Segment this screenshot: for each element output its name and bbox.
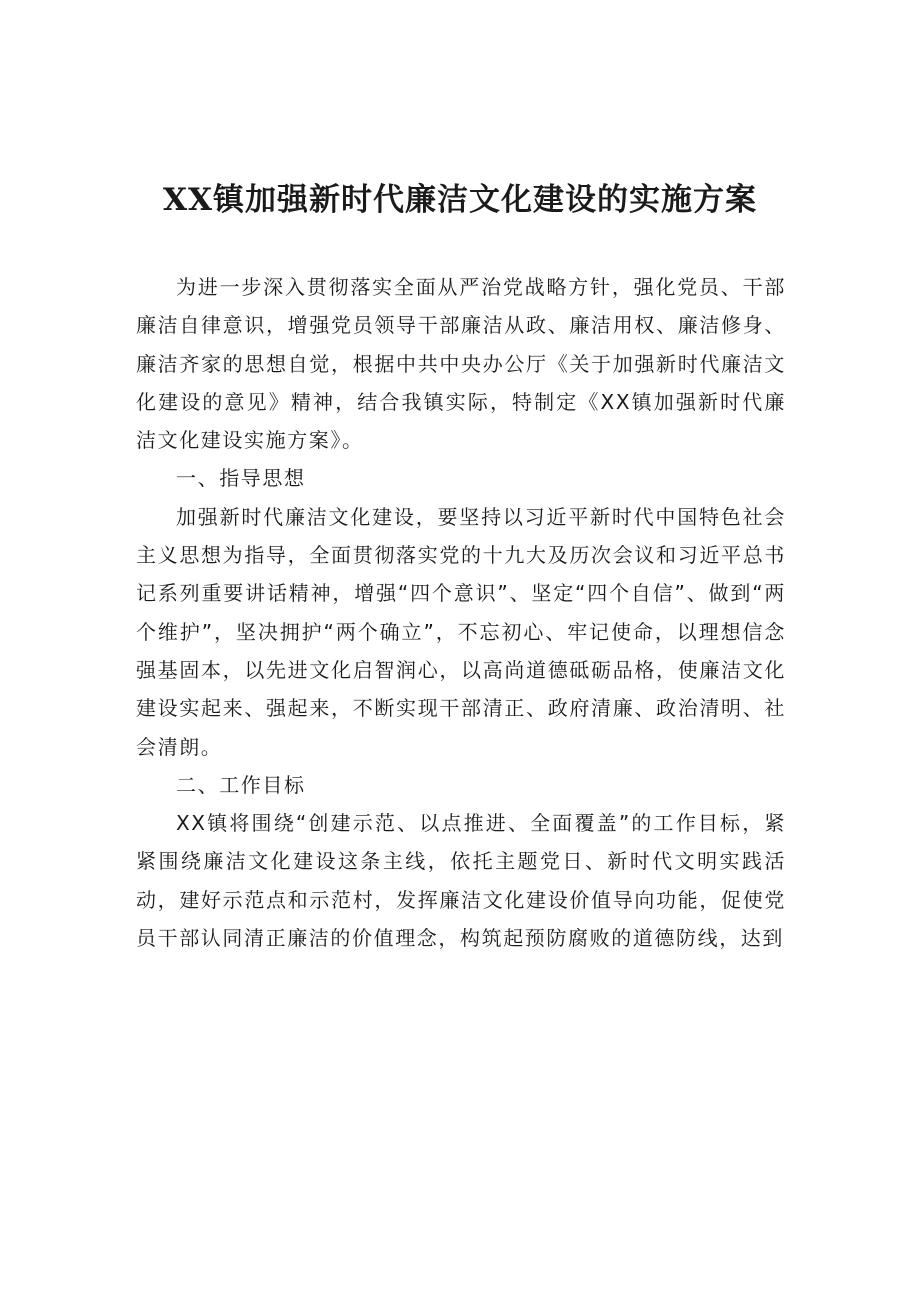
guiding-thought-paragraph: 加强新时代廉洁文化建设，要坚持以习近平新时代中国特色社会主义思想为指导，全面贯彻落实党的十九大及历次会议和习近平总书记系列重要讲话精神，增强“四个意识”、坚定“四个自信”、做到“两个维护”，坚决拥护“两个确立”，不忘初心、牢记使命，以理想信念强基固本，以先进文化启智润心，以高尚道德砥砺品格，使廉洁文化建设实起来、强起来，不断实现干部清正、政府清廉、政治清明、社会清朗。: [136, 504, 786, 759]
section-heading-work-goals: 二、工作目标: [176, 772, 306, 797]
document-title: XX镇加强新时代廉洁文化建设的实施方案: [162, 182, 758, 218]
intro-paragraph: 为进一步深入贯彻落实全面从严治党战略方针，强化党员、干部廉洁自律意识，增强党员领导干部廉洁从政、廉洁用权、廉洁修身、廉洁齐家的思想自觉，根据中共中央办公厅《关于加强新时代廉洁文化建设的意见》精神，结合我镇实际，特制定《XX镇加强新时代廉洁文化建设实施方案》。: [136, 275, 786, 453]
section-heading-guiding-thought: 一、指导思想: [176, 466, 306, 491]
document-body: [136, 268, 786, 957]
work-goals-paragraph: XX镇将围绕“创建示范、以点推进、全面覆盖”的工作目标，紧紧围绕廉洁文化建设这条主线，依托主题党日、新时代文明实践活动，建好示范点和示范村，发挥廉洁文化建设价值导向功能，促使党员干部认同清正廉洁的价值理念，构筑起预防腐败的道德防线，达到: [136, 811, 786, 951]
